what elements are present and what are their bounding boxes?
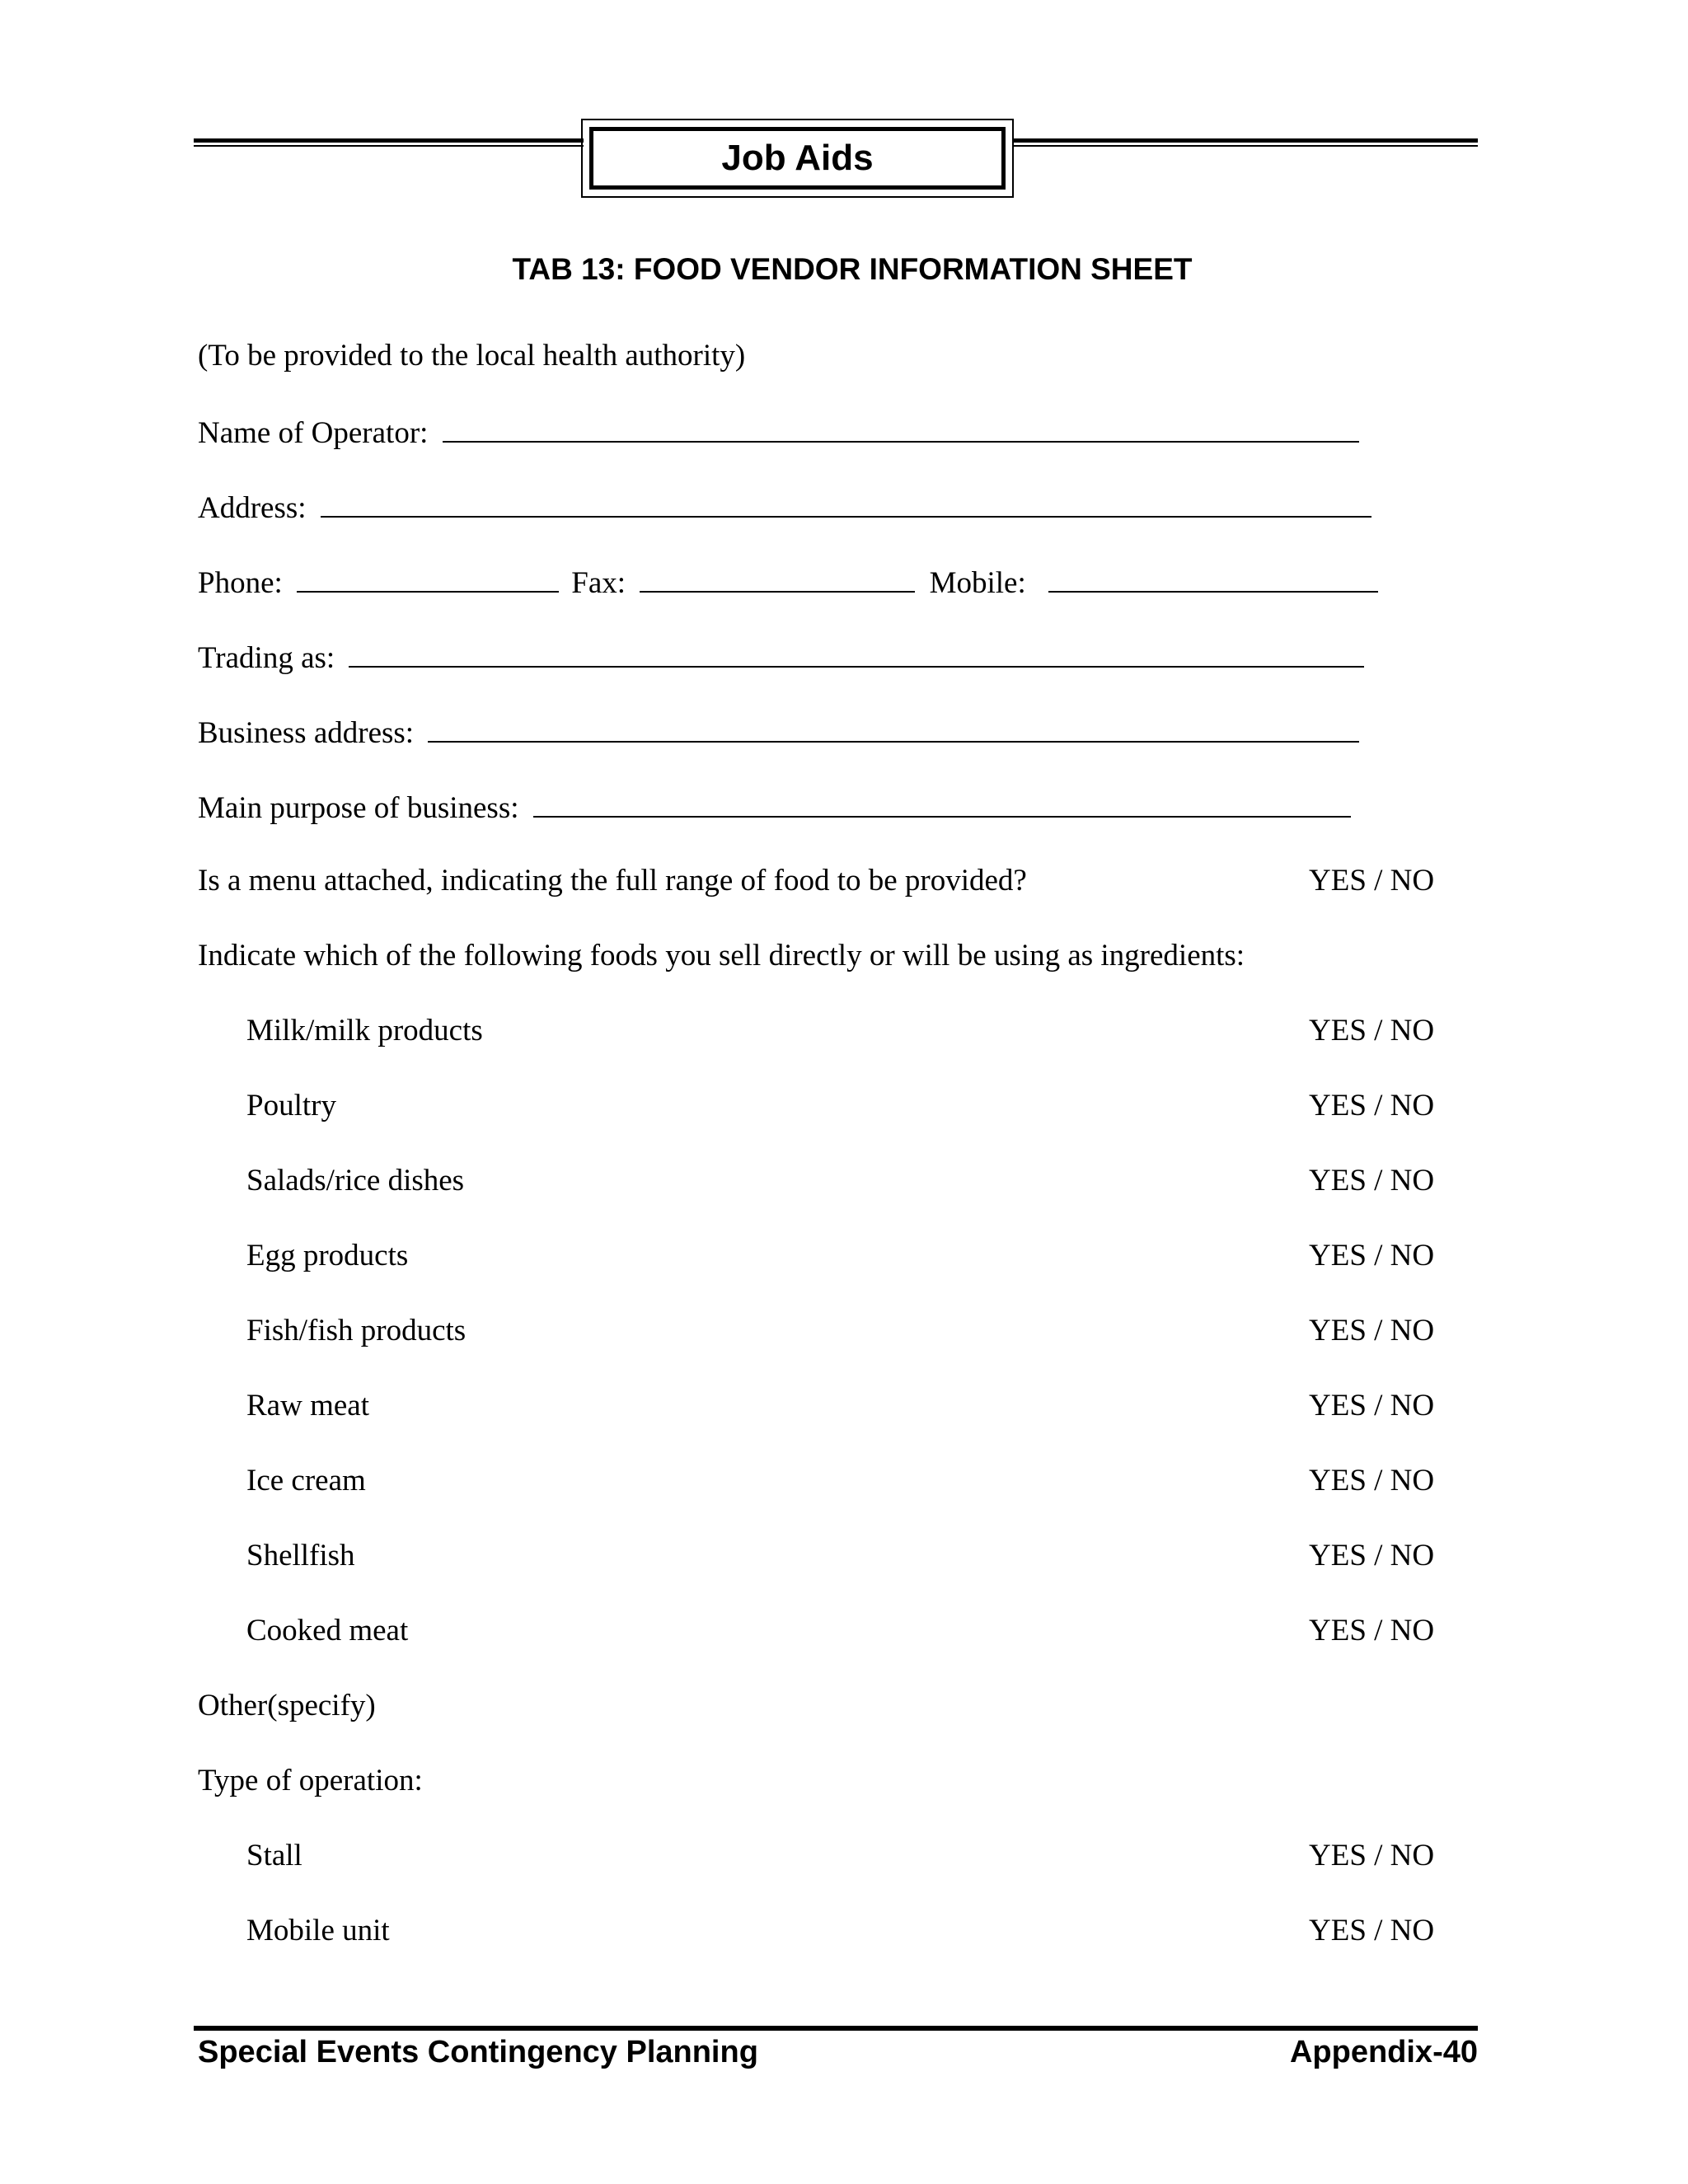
food-item-label: Ice cream bbox=[246, 1464, 366, 1497]
food-item-label: Salads/rice dishes bbox=[246, 1164, 465, 1197]
food-item-answer[interactable]: YES / NO bbox=[1309, 1314, 1435, 1347]
food-item-label: Milk/milk products bbox=[246, 1014, 483, 1047]
operation-item-answer[interactable]: YES / NO bbox=[1309, 1839, 1435, 1872]
food-item-label: Raw meat bbox=[246, 1389, 369, 1422]
page-number: Appendix-40 bbox=[1289, 2035, 1478, 2069]
business-address-field[interactable] bbox=[428, 713, 1359, 743]
document-note: (To be provided to the local health authority) bbox=[198, 339, 746, 373]
food-item-label: Egg products bbox=[246, 1239, 409, 1272]
header-rule-right bbox=[1012, 138, 1478, 147]
other-specify-label: Other(specify) bbox=[198, 1689, 376, 1722]
phone-field[interactable] bbox=[297, 563, 559, 593]
section-header-inner bbox=[589, 127, 1006, 190]
trading-label: Trading as: bbox=[198, 641, 335, 675]
food-item-label: Shellfish bbox=[246, 1539, 355, 1572]
operation-item-label: Stall bbox=[246, 1839, 302, 1872]
operation-type-label: Type of operation: bbox=[198, 1764, 423, 1797]
contact-field-row bbox=[198, 563, 1378, 602]
fax-label: Fax: bbox=[571, 566, 626, 600]
phone-label: Phone: bbox=[198, 566, 283, 600]
mobile-label: Mobile: bbox=[929, 566, 1026, 600]
menu-question: Is a menu attached, indicating the full range of food to be provided? bbox=[198, 864, 1027, 898]
food-item-answer[interactable]: YES / NO bbox=[1309, 1614, 1435, 1647]
food-item-answer[interactable]: YES / NO bbox=[1309, 1089, 1435, 1122]
operator-label: Name of Operator: bbox=[198, 416, 429, 450]
foods-intro: Indicate which of the following foods you sell directly or will be using as ingredients: bbox=[198, 939, 1245, 972]
operation-item-answer[interactable]: YES / NO bbox=[1309, 1914, 1435, 1947]
section-header-box bbox=[581, 119, 1014, 198]
business-address-field-row bbox=[198, 713, 1359, 752]
business-address-label: Business address: bbox=[198, 716, 415, 750]
food-item-answer[interactable]: YES / NO bbox=[1309, 1239, 1435, 1272]
food-item-answer[interactable]: YES / NO bbox=[1309, 1164, 1435, 1197]
main-purpose-field-row bbox=[198, 788, 1351, 827]
trading-field-row bbox=[198, 638, 1364, 677]
food-item-label: Poultry bbox=[246, 1089, 336, 1122]
section-label: Job Aids bbox=[721, 138, 874, 178]
operation-item-label: Mobile unit bbox=[246, 1914, 390, 1947]
fax-field[interactable] bbox=[640, 563, 915, 593]
address-label: Address: bbox=[198, 491, 307, 525]
food-item-label: Fish/fish products bbox=[246, 1314, 467, 1347]
food-item-answer[interactable]: YES / NO bbox=[1309, 1014, 1435, 1047]
address-field[interactable] bbox=[321, 488, 1372, 518]
operator-field[interactable] bbox=[443, 413, 1359, 443]
food-item-answer[interactable]: YES / NO bbox=[1309, 1539, 1435, 1572]
menu-question-answer[interactable]: YES / NO bbox=[1309, 864, 1435, 898]
main-purpose-label: Main purpose of business: bbox=[198, 791, 519, 825]
operator-field-row bbox=[198, 413, 1359, 452]
food-item-label: Cooked meat bbox=[246, 1614, 409, 1647]
header-rule-left bbox=[194, 138, 584, 147]
footer-rule bbox=[194, 2026, 1478, 2031]
footer-title: Special Events Contingency Planning bbox=[198, 2035, 758, 2069]
food-item-answer[interactable]: YES / NO bbox=[1309, 1389, 1435, 1422]
address-field-row bbox=[198, 488, 1372, 527]
mobile-field[interactable] bbox=[1048, 563, 1378, 593]
food-item-answer[interactable]: YES / NO bbox=[1309, 1464, 1435, 1497]
main-purpose-field[interactable] bbox=[533, 788, 1351, 818]
page-title: TAB 13: FOOD VENDOR INFORMATION SHEET bbox=[512, 252, 1193, 286]
trading-field[interactable] bbox=[349, 638, 1364, 668]
